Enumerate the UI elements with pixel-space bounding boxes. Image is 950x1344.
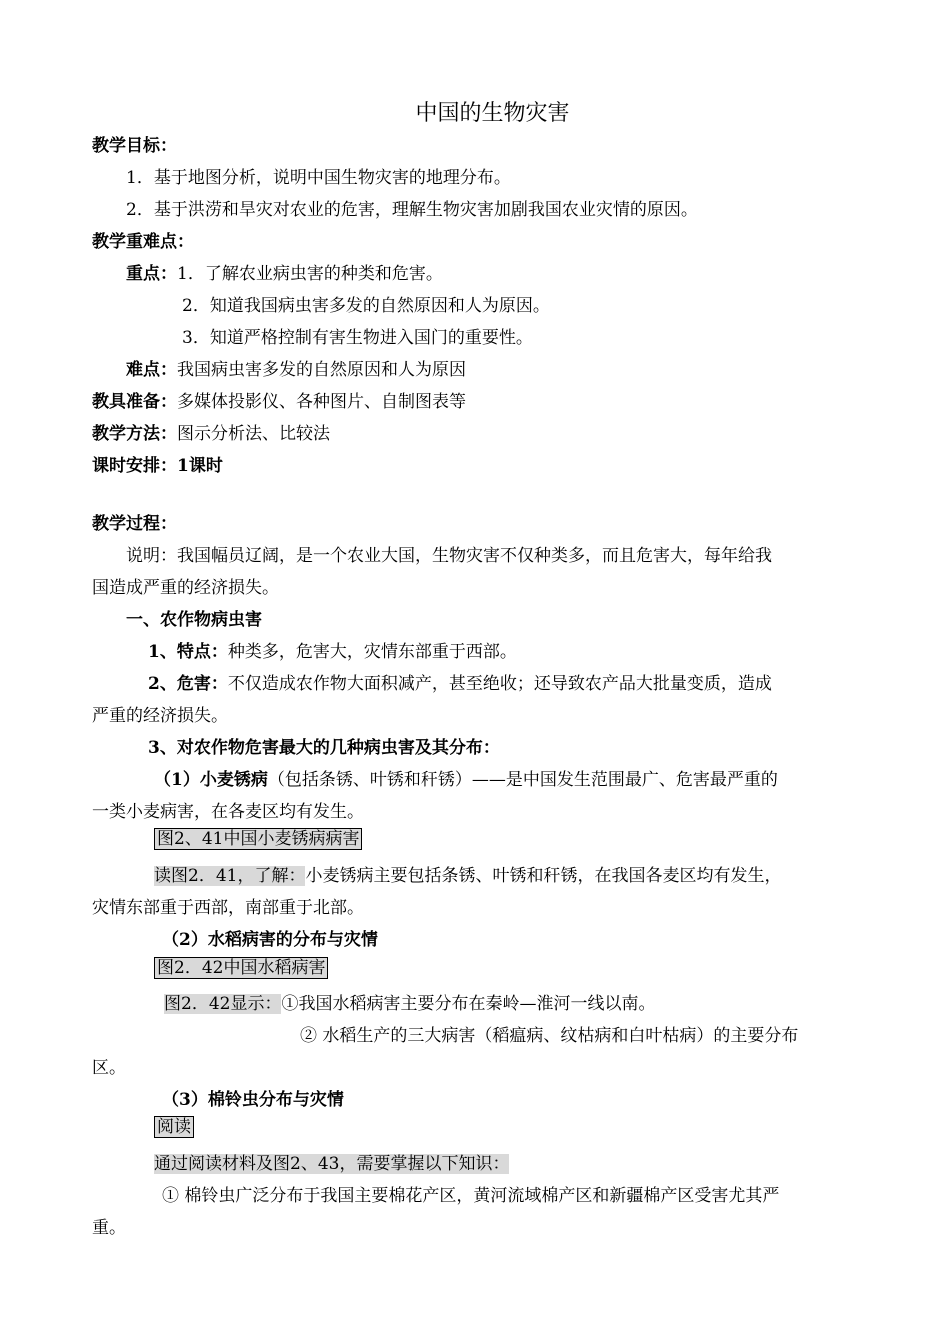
tools-text: 多媒体投影仪、各种图片、自制图表等 [177,392,466,412]
goal-item-1: 1．基于地图分析，说明中国生物灾害的地理分布。 [126,168,511,188]
read-241-row [154,860,781,892]
rice-row-1 [164,988,655,1020]
harm-row [148,668,772,700]
cotton-point-1-line-2: 重。 [92,1218,126,1238]
method-label: 教学方法： [92,424,177,444]
feature-row [148,636,517,668]
wheat-text-2: 一类小麦病害，在各麦区均有发生。 [92,802,364,822]
read-241-text-2: 灾情东部重于西部，南部重于北部。 [92,898,364,918]
reading-intro-row [154,1148,509,1180]
rice-point-1: ①我国水稻病害主要分布在秦岭—淮河一线以南。 [281,994,656,1014]
tools-label: 教具准备： [92,392,177,412]
process-heading: 教学过程： [92,514,177,534]
pests-heading: 3、对农作物危害最大的几种病虫害及其分布： [148,738,500,758]
schedule-label: 课时安排： [92,456,177,476]
reading-intro: 通过阅读材料及图2、43，需要掌握以下知识： [154,1154,510,1174]
key-item-3: 3．知道严格控制有害生物进入国门的重要性。 [182,328,533,348]
reading-label: 阅读 [154,1116,194,1138]
wheat-row [154,764,778,796]
rice-point-2-line-2: 区。 [92,1058,126,1078]
figure-caption-2-42: 图2．42中国水稻病害 [154,957,328,979]
read-241-text-1: 小麦锈病主要包括条锈、叶锈和秆锈，在我国各麦区均有发生， [305,866,782,886]
schedule-row [92,450,223,482]
read-241-label: 读图2．41，了解： [154,866,306,886]
key-item-2: 2．知道我国病虫害多发的自然原因和人为原因。 [182,296,550,316]
cotton-heading: （3）棉铃虫分布与灾情 [162,1090,344,1110]
difficulty-row [126,354,466,386]
method-text: 图示分析法、比较法 [177,424,330,444]
tools-row [92,386,466,418]
feature-text: 种类多，危害大，灾情东部重于西部。 [227,642,517,662]
method-row [92,418,330,450]
intro-line-1: 说明：我国幅员辽阔，是一个农业大国，生物灾害不仅种类多，而且危害大，每年给我 [126,546,772,566]
schedule-text: 1课时 [177,456,223,476]
keypoints-heading: 教学重难点： [92,232,194,252]
harm-text-2: 严重的经济损失。 [92,706,228,726]
section-heading-1: 一、农作物病虫害 [126,610,262,630]
rice-point-2-line-1: ② 水稻生产的三大病害（稻瘟病、纹枯病和白叶枯病）的主要分布 [300,1026,799,1046]
harm-label: 2、危害： [148,674,228,694]
goal-item-2: 2．基于洪涝和旱灾对农业的危害，理解生物灾害加剧我国农业灾情的原因。 [126,200,698,220]
wheat-label: （1）小麦锈病 [154,770,268,790]
feature-label: 1、特点： [148,642,228,662]
page-title: 中国的生物灾害 [415,101,570,126]
intro-line-2: 国造成严重的经济损失。 [92,578,279,598]
wheat-text-1: （包括条锈、叶锈和秆锈）——是中国发生范围最广、危害最严重的 [267,770,778,790]
key-label: 重点： [126,264,177,284]
rice-heading: （2）水稻病害的分布与灾情 [162,930,378,950]
key-row-1 [126,258,443,290]
cotton-point-1-line-1: ① 棉铃虫广泛分布于我国主要棉花产区，黄河流域棉产区和新疆棉产区受害尤其严 [162,1186,780,1206]
goals-heading: 教学目标： [92,136,177,156]
key-item-1: 1．了解农业病虫害的种类和危害。 [177,264,443,284]
difficulty-label: 难点： [126,360,177,380]
figure-caption-2-41: 图2、41中国小麦锈病病害 [154,828,362,850]
reading-tag [154,1115,194,1139]
harm-text-1: 不仅造成农作物大面积减产，甚至绝收；还导致农产品大批量变质，造成 [227,674,772,694]
fig242-show-label: 图2．42显示： [164,994,282,1014]
figure-ref-2-41 [154,827,362,851]
figure-ref-2-42 [154,956,328,980]
difficulty-text: 我国病虫害多发的自然原因和人为原因 [177,360,466,380]
